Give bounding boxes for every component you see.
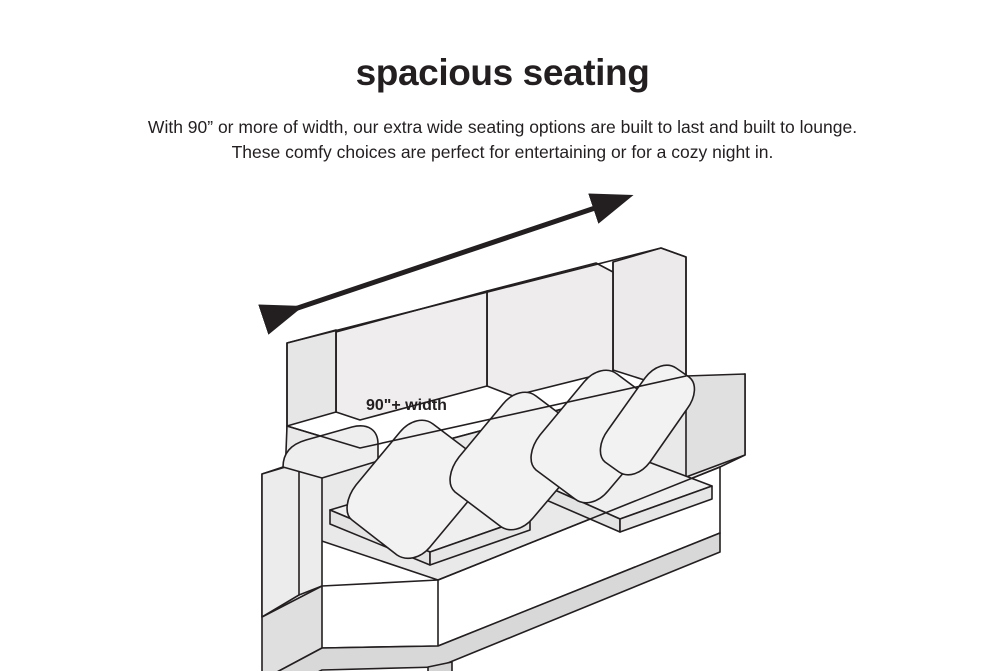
sofa-illustration [0, 180, 1005, 671]
sofa-diagram [0, 180, 1005, 671]
description-line-1: With 90” or more of width, our extra wide seating options are built to last and built to lounge. [147, 117, 858, 137]
dimension-label: 90"+ width [366, 397, 447, 414]
page-title: spacious seating [355, 52, 650, 93]
sofa-body [262, 248, 745, 671]
description-line-2: These comfy choices are perfect for entertaining or for a cozy night in. [231, 142, 774, 163]
description-text [93, 115, 913, 166]
